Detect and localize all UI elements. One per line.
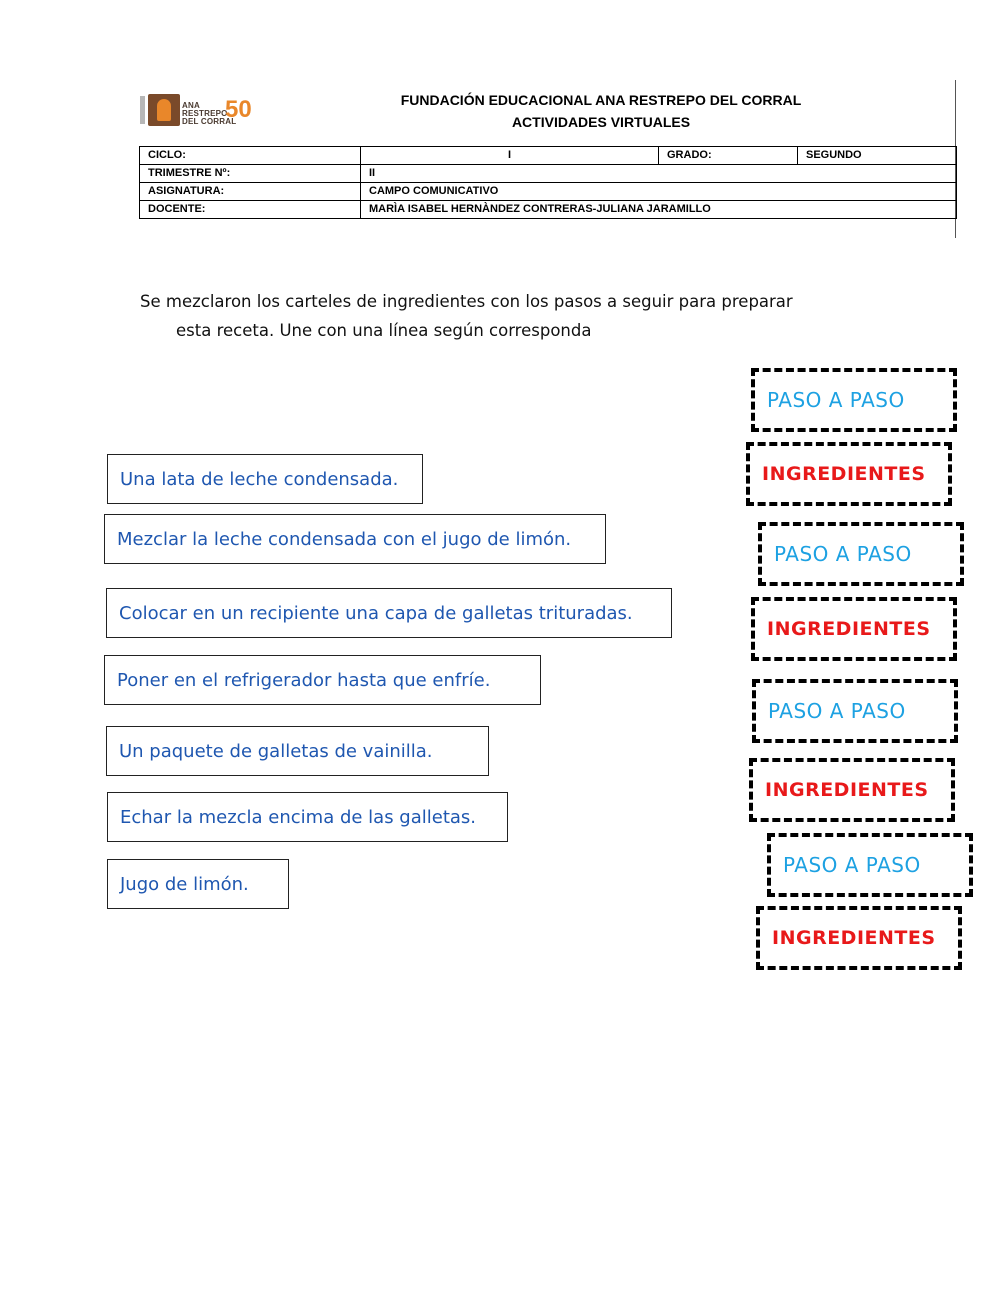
school-logo bbox=[140, 92, 250, 132]
school-title: FUNDACIÓN EDUCACIONAL ANA RESTREPO DEL CORRAL bbox=[400, 92, 802, 108]
instructions-line2: esta receta. Une con una línea según corresponda bbox=[176, 321, 592, 340]
target-paso-a-paso[interactable]: PASO A PASO bbox=[767, 833, 973, 897]
ciclo-label: CICLO: bbox=[140, 147, 361, 165]
table-row bbox=[140, 201, 957, 219]
docente-label: DOCENTE: bbox=[140, 201, 361, 219]
target-paso-a-paso[interactable]: PASO A PASO bbox=[752, 679, 958, 743]
asignatura-value: CAMPO COMUNICATIVO bbox=[361, 183, 957, 201]
target-paso-a-paso[interactable]: PASO A PASO bbox=[751, 368, 957, 432]
card-leche-condensada[interactable]: Una lata de leche condensada. bbox=[107, 454, 423, 504]
target-paso-a-paso[interactable]: PASO A PASO bbox=[758, 522, 964, 586]
card-colocar-galletas[interactable]: Colocar en un recipiente una capa de galletas trituradas. bbox=[106, 588, 672, 638]
page-subtitle: ACTIVIDADES VIRTUALES bbox=[511, 114, 691, 130]
logo-text-line1: ANA bbox=[182, 101, 200, 110]
instructions bbox=[140, 287, 900, 345]
logo-anniversary-number: 50 bbox=[225, 96, 252, 123]
trimestre-label: TRIMESTRE Nº: bbox=[140, 165, 361, 183]
grado-label: GRADO: bbox=[659, 147, 798, 165]
target-ingredientes[interactable]: INGREDIENTES bbox=[749, 758, 955, 822]
trimestre-value: II bbox=[361, 165, 957, 183]
grado-value: SEGUNDO bbox=[798, 147, 957, 165]
table-row bbox=[140, 165, 957, 183]
asignatura-label: ASIGNATURA: bbox=[140, 183, 361, 201]
logo-side-bar bbox=[140, 96, 145, 124]
table-row bbox=[140, 183, 957, 201]
logo-text-line3: DEL CORRAL bbox=[182, 117, 237, 126]
table-row bbox=[140, 147, 957, 165]
instructions-line1: Se mezclaron los carteles de ingredientes con los pasos a seguir para preparar bbox=[140, 292, 793, 311]
target-ingredientes[interactable]: INGREDIENTES bbox=[746, 442, 952, 506]
card-echar-mezcla[interactable]: Echar la mezcla encima de las galletas. bbox=[107, 792, 508, 842]
target-ingredientes[interactable]: INGREDIENTES bbox=[756, 906, 962, 970]
card-paquete-galletas[interactable]: Un paquete de galletas de vainilla. bbox=[106, 726, 489, 776]
card-jugo-limon[interactable]: Jugo de limón. bbox=[107, 859, 289, 909]
ciclo-value: I bbox=[361, 147, 659, 165]
info-table bbox=[139, 146, 957, 219]
docente-value: MARÌA ISABEL HERNÀNDEZ CONTRERAS-JULIANA JARAMILLO bbox=[361, 201, 957, 219]
logo-figure-icon bbox=[148, 94, 180, 126]
card-mezclar[interactable]: Mezclar la leche condensada con el jugo de limón. bbox=[104, 514, 606, 564]
card-refrigerador[interactable]: Poner en el refrigerador hasta que enfríe. bbox=[104, 655, 541, 705]
logo-text-line2: RESTREPO bbox=[182, 109, 228, 118]
target-ingredientes[interactable]: INGREDIENTES bbox=[751, 597, 957, 661]
